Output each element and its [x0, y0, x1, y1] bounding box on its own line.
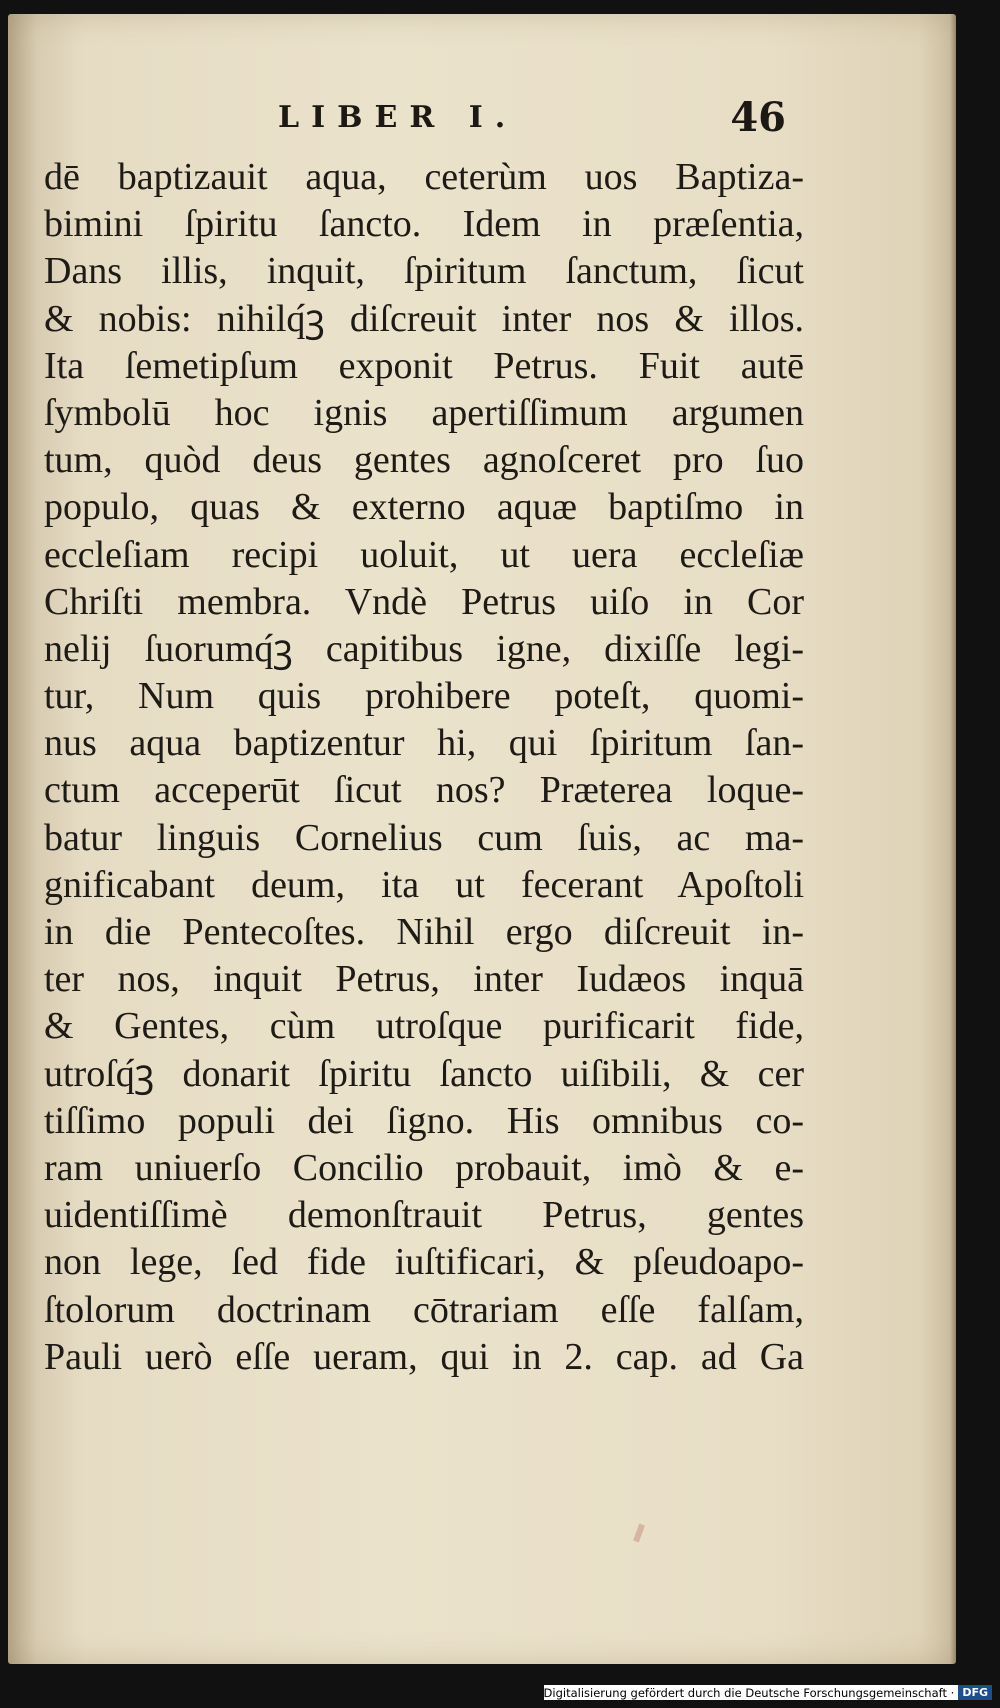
text-line: Chriſti membra. Vndè Petrus uiſo in Cor	[44, 580, 804, 623]
text-line: tum, quòd deus gentes agnoſceret pro ſuo	[44, 439, 804, 482]
text-line: nelij ſuorumq́ꝫ capitibus igne, dixiſſe legi-	[44, 627, 804, 670]
text-line: Ita ſemetipſum exponit Petrus. Fuit autē	[44, 344, 804, 387]
text-line: ctum acceperūt ſicut nos? Præterea loque-	[44, 769, 804, 812]
text-line: utroſq́ꝫ donarit ſpiritu ſancto uiſibili, & cer	[44, 1052, 804, 1095]
dfg-logo: DFG	[958, 1685, 992, 1700]
pencil-mark	[633, 1524, 645, 1543]
text-line: in die Pentecoſtes. Nihil ergo diſcreuit in-	[44, 911, 804, 953]
text-line: Pauli uerò eſſe ueram, qui in 2. cap. ad Ga	[44, 1335, 804, 1378]
running-title: LIBER I.	[278, 100, 518, 135]
text-line: uidentiſſimè demonſtrauit Petrus, gentes	[44, 1194, 804, 1237]
text-line: ſtolorum doctrinam cōtrariam eſſe falſam,	[44, 1288, 804, 1331]
text-line: & Gentes, cùm utroſque purificarit fide,	[44, 1005, 804, 1048]
text-line: batur linguis Cornelius cum ſuis, ac ma-	[44, 816, 804, 859]
body-text	[44, 154, 804, 1381]
text-line: eccleſiam recipi uoluit, ut uera eccleſiæ	[44, 533, 804, 576]
digitization-credit	[544, 1685, 992, 1700]
text-line: tur, Num quis prohibere poteſt, quomi-	[44, 675, 804, 718]
credit-text: Digitalisierung gefördert durch die Deutsche Forschungsgemeinschaft ·	[543, 1685, 955, 1700]
text-line: ter nos, inquit Petrus, inter Iudæos inquā	[44, 958, 804, 1001]
text-line: populo, quas & externo aquæ baptiſmo in	[44, 486, 804, 529]
text-line: tiſſimo populi dei ſigno. His omnibus co-	[44, 1099, 804, 1142]
text-line: gnificabant deum, ita ut fecerant Apoſtoli	[44, 863, 804, 906]
text-line: bimini ſpiritu ſancto. Idem in præſentia,	[44, 203, 804, 246]
page-number: 46	[730, 94, 786, 141]
book-page	[8, 14, 956, 1664]
text-line: ram uniuerſo Concilio probauit, imò & e-	[44, 1146, 804, 1189]
text-line: Dans illis, inquit, ſpiritum ſanctum, ſicut	[44, 250, 804, 293]
text-line: dē baptizauit aqua, ceterùm uos Baptiza-	[44, 156, 804, 198]
text-line: nus aqua baptizentur hi, qui ſpiritum ſan-	[44, 722, 804, 765]
text-line: & nobis: nihilq́ꝫ diſcreuit inter nos & illos.	[44, 297, 804, 340]
text-line: ſymbolū hoc ignis apertiſſimum argumen	[44, 391, 804, 434]
page-edge-shadow	[950, 14, 956, 1664]
text-line: non lege, ſed fide iuſtificari, & pſeudoapo-	[44, 1241, 804, 1284]
